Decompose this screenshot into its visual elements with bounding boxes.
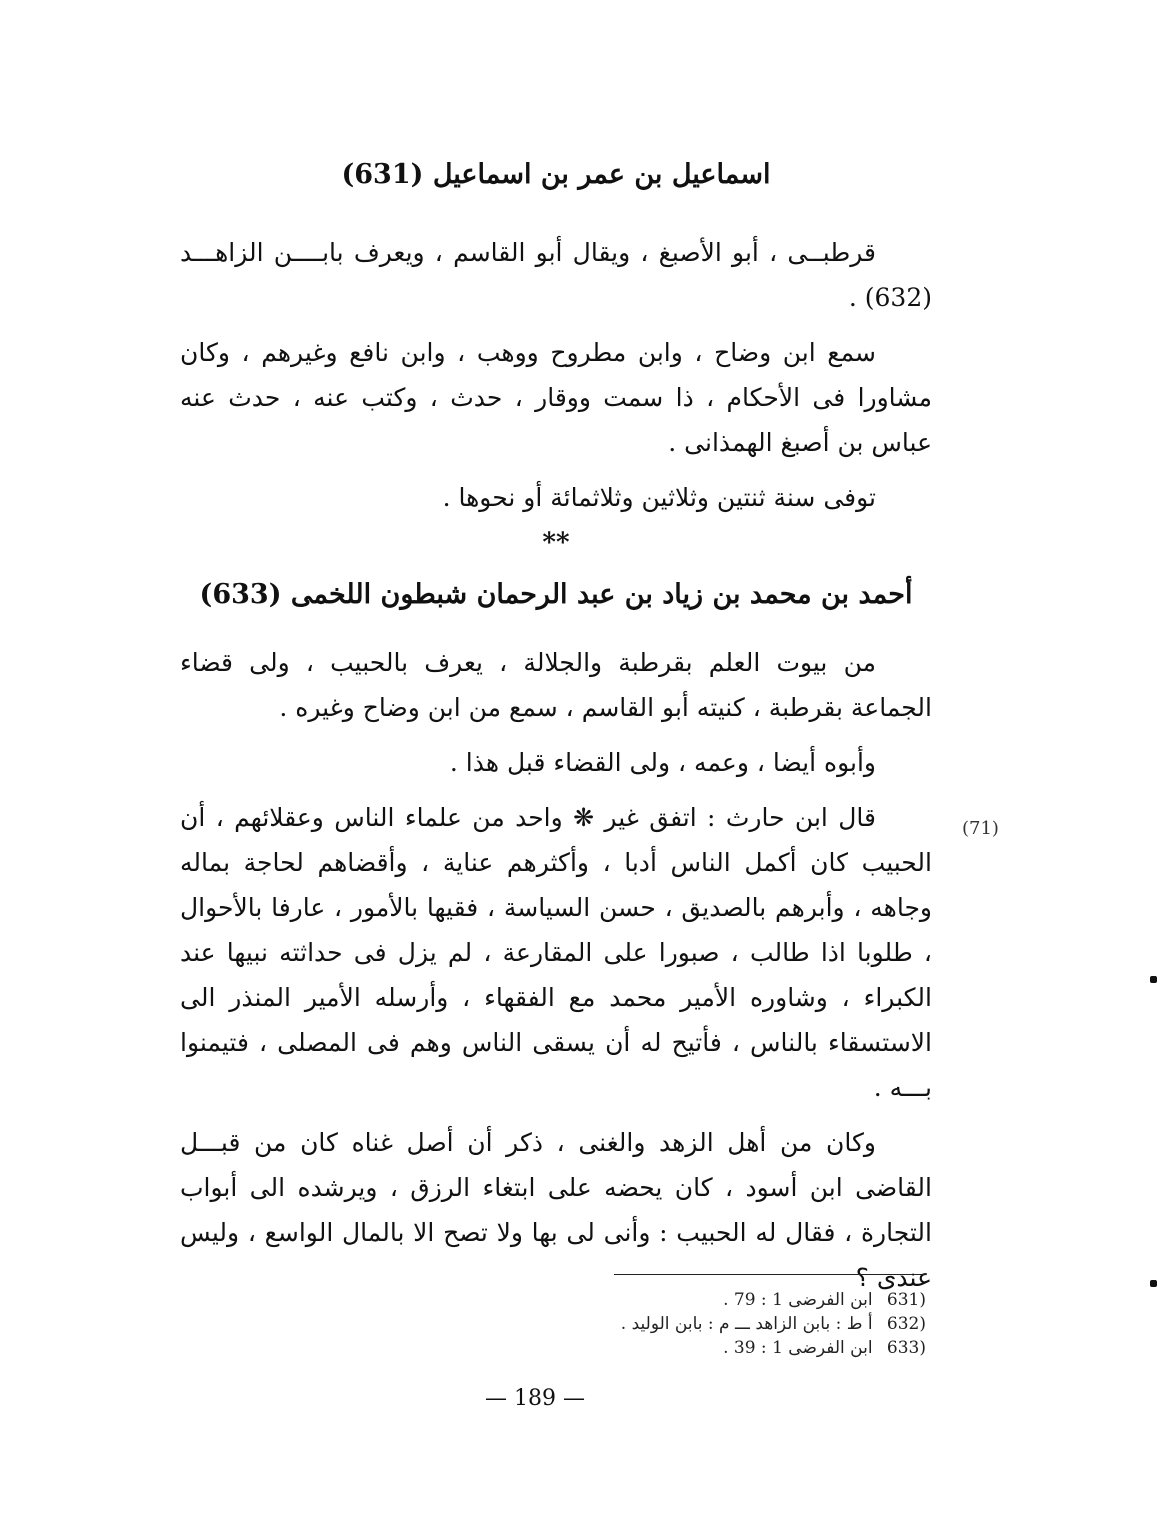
entry-heading: اسماعيل بن عمر بن اسماعيل (631) — [341, 159, 771, 190]
paragraph — [180, 475, 932, 520]
paragraph — [180, 330, 932, 465]
footnote — [460, 1336, 926, 1360]
footnote-number: (633 — [886, 1338, 926, 1358]
scan-speck-mark — [1150, 976, 1157, 983]
footnote — [460, 1312, 926, 1336]
entry-heading: أحمد بن محمد بن زياد بن عبد الرحمان شبطون اللخمى (633) — [199, 579, 913, 610]
paragraph — [180, 740, 932, 785]
footnote-number: (631 — [886, 1290, 926, 1310]
paragraph-text: قال ابن حارث : اتفق غير ❋ واحد من علماء الناس وعقلائهم ، أن الحبيب كان أكمل الناس أدبا ، وأكثرهم عناية ، وأقضاهم لحاجة بماله وجاهه ، وأبرهم بالصديق ، حسن السياسة ، فقيها بالأمور ، عارفا بالأحوال ، طلوبا اذا طالب ، صبورا على المقارعة ، لم يزل فى حداثته نبيها عند الكبراء ، وشاوره الأمير محمد مع الفقهاء ، وأرسله الأمير المنذر الى الاستسقاء بالناس ، فأتيح له أن يسقى الناس وهم فى المصلى ، فتيمنوا بـــه . — [180, 803, 932, 1102]
page-body — [180, 150, 932, 1310]
paragraph-text: قرطبــى ، أبو الأصبغ ، ويقال أبو القاسم ، ويعرف بابــــن الزاهـــد (632) . — [180, 238, 932, 312]
page-number: — 189 — — [485, 1386, 585, 1411]
paragraph — [180, 230, 932, 320]
paragraph-text: وأبوه أيضا ، وعمه ، ولى القضاء قبل هذا . — [449, 748, 876, 777]
footnote-number: (632 — [886, 1314, 926, 1334]
paragraph-text: من بيوت العلم بقرطبة والجلالة ، يعرف بالحبيب ، ولى قضاء الجماعة بقرطبة ، كنيته أبو القاسم ، سمع من ابن وضاح وغيره . — [180, 648, 932, 722]
footnote — [460, 1288, 926, 1312]
footnote-text: ابن الفرضى 1 : 39 . — [723, 1338, 873, 1358]
scan-speck-mark — [1150, 1280, 1157, 1287]
section-separator: ** — [542, 528, 570, 558]
footnote-text: أ ط : بابن الزاهد ـــ م : بابن الوليد . — [620, 1314, 873, 1334]
footnotes — [460, 1288, 926, 1360]
paragraph-text: وكان من أهل الزهد والغنى ، ذكر أن أصل غناه كان من قبـــل القاضى ابن أسود ، كان يحضه على ابتغاء الرزق ، ويرشده الى أبواب التجارة ، فقال له الحبيب : وأنى لى بها ولا تصح الا بالمال الواسع ، وليس عندى ؟ — [180, 1128, 932, 1292]
margin-folio-note: (71) — [962, 818, 999, 839]
paragraph-text: سمع ابن وضاح ، وابن مطروح ووهب ، وابن نافع وغيرهم ، وكان مشاورا فى الأحكام ، ذا سمت ووقار ، حدث ، وكتب عنه ، حدث عنه عباس بن أصبغ الهمذانى . — [180, 338, 932, 457]
footnote-text: ابن الفرضى 1 : 79 . — [723, 1290, 873, 1310]
paragraph — [180, 1120, 932, 1300]
paragraph-text: توفى سنة ثنتين وثلاثين وثلاثمائة أو نحوها . — [442, 483, 876, 512]
paragraph — [180, 640, 932, 730]
footnote-divider — [614, 1274, 926, 1275]
paragraph — [180, 795, 932, 1110]
